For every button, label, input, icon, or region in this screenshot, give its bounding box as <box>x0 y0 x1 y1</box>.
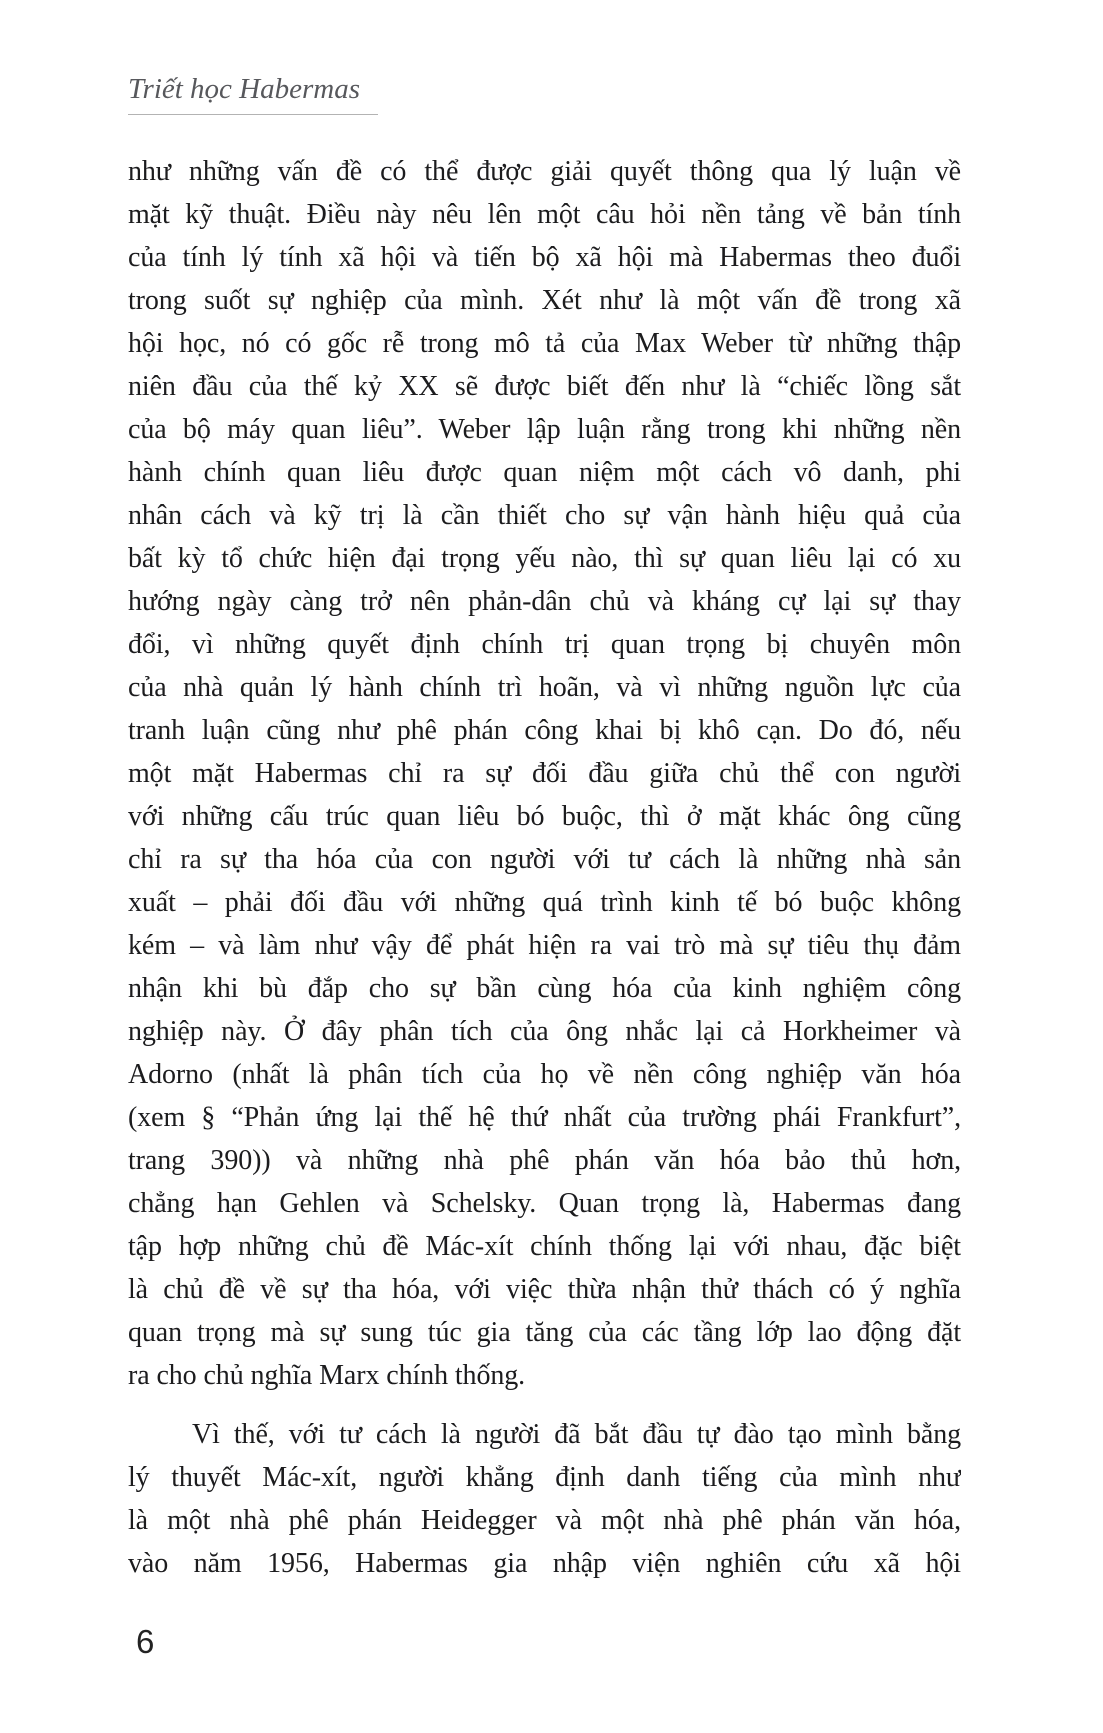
text-line: kém – và làm như vậy để phát hiện ra vai trò mà sự tiêu thụ đảm <box>128 930 961 961</box>
text-line: lý thuyết Mác-xít, người khẳng định danh tiếng của mình như <box>128 1462 961 1493</box>
text-line: hướng ngày càng trở nên phản-dân chủ và kháng cự lại sự thay <box>128 586 961 617</box>
text-line: như những vấn đề có thể được giải quyết thông qua lý luận về <box>128 156 961 187</box>
text-line: một mặt Habermas chỉ ra sự đối đầu giữa chủ thể con người <box>128 758 961 789</box>
running-header-title: Triết học Habermas <box>128 74 378 115</box>
text-line: chỉ ra sự tha hóa của con người với tư cách là những nhà sản <box>128 844 961 875</box>
text-line: của bộ máy quan liêu”. Weber lập luận rằng trong khi những nền <box>128 414 961 445</box>
paragraph <box>128 1413 961 1585</box>
paragraph <box>128 150 961 1397</box>
text-line: Vì thế, với tư cách là người đã bắt đầu tự đào tạo mình bằng <box>192 1419 961 1450</box>
page-number: 6 <box>136 1623 155 1660</box>
text-line: của nhà quản lý hành chính trì hoãn, và vì những nguồn lực của <box>128 672 961 703</box>
text-line: trang 390)) và những nhà phê phán văn hóa bảo thủ hơn, <box>128 1145 961 1176</box>
text-line: vào năm 1956, Habermas gia nhập viện nghiên cứu xã hội <box>128 1548 961 1579</box>
text-line: ra cho chủ nghĩa Marx chính thống. <box>128 1360 526 1391</box>
text-line: mặt kỹ thuật. Điều này nêu lên một câu hỏi nền tảng về bản tính <box>128 199 961 230</box>
running-header <box>128 74 378 115</box>
text-line: là chủ đề về sự tha hóa, với việc thừa nhận thử thách có ý nghĩa <box>128 1274 961 1305</box>
text-line: nghiệp này. Ở đây phân tích của ông nhắc lại cả Horkheimer và <box>128 1016 961 1047</box>
text-line: nhân cách và kỹ trị là cần thiết cho sự vận hành hiệu quả của <box>128 500 961 531</box>
text-line: bất kỳ tổ chức hiện đại trọng yếu nào, thì sự quan liêu lại có xu <box>128 543 961 574</box>
text-line: của tính lý tính xã hội và tiến bộ xã hội mà Habermas theo đuổi <box>128 242 961 273</box>
text-line: niên đầu của thế kỷ XX sẽ được biết đến như là “chiếc lồng sắt <box>128 371 961 402</box>
text-line: quan trọng mà sự sung túc gia tăng của các tầng lớp lao động đặt <box>128 1317 961 1348</box>
text-line: Adorno (nhất là phân tích của họ về nền công nghiệp văn hóa <box>128 1059 961 1090</box>
text-line: (xem § “Phản ứng lại thế hệ thứ nhất của trường phái Frankfurt”, <box>128 1102 961 1133</box>
page-body <box>128 150 961 1585</box>
text-line: nhận khi bù đắp cho sự bần cùng hóa của kinh nghiệm công <box>128 973 961 1004</box>
text-line: chẳng hạn Gehlen và Schelsky. Quan trọng là, Habermas đang <box>128 1188 961 1219</box>
text-line: là một nhà phê phán Heidegger và một nhà phê phán văn hóa, <box>128 1505 961 1536</box>
text-line: đổi, vì những quyết định chính trị quan trọng bị chuyên môn <box>128 629 961 660</box>
text-line: tập hợp những chủ đề Mác-xít chính thống lại với nhau, đặc biệt <box>128 1231 961 1262</box>
text-line: tranh luận cũng như phê phán công khai bị khô cạn. Do đó, nếu <box>128 715 961 746</box>
text-line: với những cấu trúc quan liêu bó buộc, thì ở mặt khác ông cũng <box>128 801 961 832</box>
text-line: hành chính quan liêu được quan niệm một cách vô danh, phi <box>128 457 961 488</box>
text-line: hội học, nó có gốc rễ trong mô tả của Max Weber từ những thập <box>128 328 961 359</box>
text-line: xuất – phải đối đầu với những quá trình kinh tế bó buộc không <box>128 887 961 918</box>
text-line: trong suốt sự nghiệp của mình. Xét như là một vấn đề trong xã <box>128 285 961 316</box>
